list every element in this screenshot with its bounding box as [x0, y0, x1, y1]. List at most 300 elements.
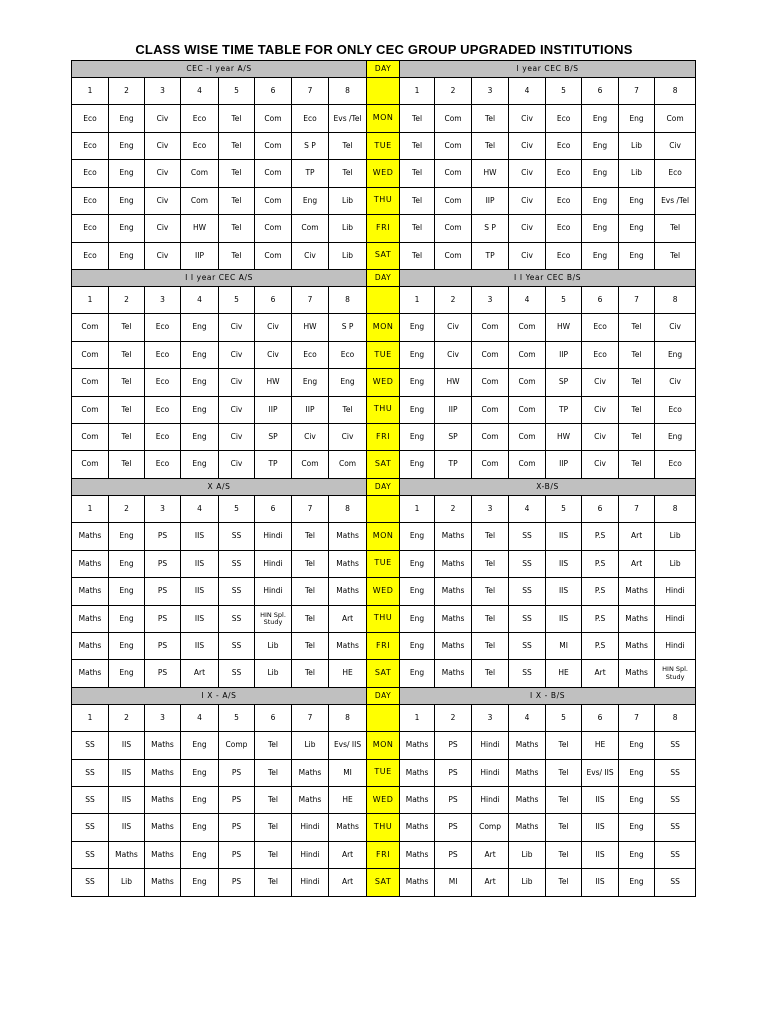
subject-cell: Tel — [255, 787, 292, 814]
period-number: 5 — [546, 704, 582, 731]
subject-cell: Tel — [292, 660, 329, 687]
subject-cell: SS — [509, 523, 546, 550]
subject-cell: Maths — [72, 632, 109, 659]
subject-cell: IIP — [546, 341, 582, 368]
subject-cell: TP — [292, 160, 329, 187]
period-number: 1 — [400, 495, 435, 522]
subject-cell: HW — [472, 160, 509, 187]
period-number-row — [72, 704, 696, 731]
period-number: 5 — [546, 286, 582, 313]
subject-cell: Eng — [181, 369, 219, 396]
subject-cell: IIP — [472, 187, 509, 214]
subject-cell: Hindi — [655, 578, 696, 605]
section-title-left: I X - A/S — [72, 687, 367, 704]
period-number: 6 — [582, 704, 619, 731]
subject-cell: Com — [435, 105, 472, 132]
subject-cell: Civ — [582, 424, 619, 451]
subject-cell: HW — [435, 369, 472, 396]
subject-cell: PS — [219, 814, 255, 841]
subject-cell: Eng — [582, 105, 619, 132]
table-row — [72, 396, 696, 423]
subject-cell: Eco — [655, 160, 696, 187]
subject-cell: Eng — [582, 242, 619, 269]
day-header: DAY — [367, 61, 400, 78]
subject-cell: Civ — [219, 424, 255, 451]
subject-cell: Maths — [435, 550, 472, 577]
subject-cell: Tel — [472, 605, 509, 632]
subject-cell: Evs/ IIS — [582, 759, 619, 786]
subject-cell: Eng — [181, 759, 219, 786]
day-label: SAT — [367, 869, 400, 897]
subject-cell: Civ — [655, 314, 696, 341]
day-label: SAT — [367, 451, 400, 478]
day-label: MON — [367, 105, 400, 132]
subject-cell: Civ — [145, 215, 181, 242]
subject-cell: Com — [72, 396, 109, 423]
subject-cell: SS — [509, 605, 546, 632]
subject-cell: Eng — [655, 341, 696, 368]
subject-cell: Eng — [400, 369, 435, 396]
subject-cell: Maths — [145, 814, 181, 841]
subject-cell: Civ — [292, 424, 329, 451]
subject-cell: Eng — [582, 187, 619, 214]
subject-cell: HE — [329, 660, 367, 687]
subject-cell: Eng — [109, 660, 145, 687]
subject-cell: Maths — [400, 759, 435, 786]
period-number: 4 — [509, 495, 546, 522]
subject-cell: Com — [72, 424, 109, 451]
subject-cell: Art — [582, 660, 619, 687]
subject-cell: IIS — [546, 578, 582, 605]
table-row — [72, 550, 696, 577]
subject-cell: Tel — [400, 242, 435, 269]
day-label: FRI — [367, 632, 400, 659]
period-number: 1 — [72, 78, 109, 105]
period-number: 1 — [400, 78, 435, 105]
subject-cell: SS — [655, 787, 696, 814]
subject-cell: Eco — [145, 369, 181, 396]
period-number: 2 — [109, 704, 145, 731]
subject-cell: Tel — [619, 314, 655, 341]
subject-cell: Evs /Tel — [329, 105, 367, 132]
subject-cell: Tel — [400, 160, 435, 187]
subject-cell: Civ — [292, 242, 329, 269]
subject-cell: Eco — [329, 341, 367, 368]
subject-cell: Maths — [509, 787, 546, 814]
subject-cell: Com — [655, 105, 696, 132]
subject-cell: Eco — [72, 242, 109, 269]
subject-cell: HW — [546, 314, 582, 341]
subject-cell: Com — [255, 132, 292, 159]
subject-cell: Tel — [219, 187, 255, 214]
subject-cell: Eng — [619, 759, 655, 786]
table-row — [72, 451, 696, 478]
subject-cell: Eng — [109, 160, 145, 187]
subject-cell: Civ — [582, 369, 619, 396]
subject-cell: IIS — [109, 814, 145, 841]
period-number: 2 — [109, 78, 145, 105]
table-row — [72, 660, 696, 687]
subject-cell: Maths — [292, 787, 329, 814]
subject-cell: IIP — [292, 396, 329, 423]
subject-cell: Com — [255, 242, 292, 269]
period-number: 8 — [655, 286, 696, 313]
subject-cell: Civ — [582, 451, 619, 478]
day-cell-blank — [367, 78, 400, 105]
period-number: 4 — [181, 78, 219, 105]
subject-cell: Com — [292, 451, 329, 478]
period-number: 3 — [145, 495, 181, 522]
period-number: 8 — [655, 78, 696, 105]
day-label: TUE — [367, 550, 400, 577]
subject-cell: SS — [72, 841, 109, 868]
period-number: 4 — [181, 495, 219, 522]
period-number: 8 — [329, 704, 367, 731]
day-label: THU — [367, 187, 400, 214]
subject-cell: Com — [72, 341, 109, 368]
table-row — [72, 160, 696, 187]
subject-cell: Com — [72, 451, 109, 478]
subject-cell: Evs/ IIS — [329, 732, 367, 759]
subject-cell: IIP — [181, 242, 219, 269]
period-number: 1 — [400, 286, 435, 313]
period-number: 4 — [509, 286, 546, 313]
subject-cell: Eng — [619, 841, 655, 868]
period-number: 3 — [472, 78, 509, 105]
subject-cell: Maths — [329, 578, 367, 605]
subject-cell: P.S — [582, 632, 619, 659]
timetable — [71, 60, 696, 897]
subject-cell: HW — [292, 314, 329, 341]
subject-cell: Eng — [109, 215, 145, 242]
subject-cell: MI — [329, 759, 367, 786]
subject-cell: MI — [546, 632, 582, 659]
period-number: 5 — [219, 704, 255, 731]
subject-cell: Eco — [582, 314, 619, 341]
subject-cell: SS — [219, 578, 255, 605]
subject-cell: S P — [329, 314, 367, 341]
subject-cell: Eng — [292, 187, 329, 214]
subject-cell: Maths — [435, 578, 472, 605]
period-number-row — [72, 286, 696, 313]
subject-cell: PS — [145, 605, 181, 632]
subject-cell: Eng — [109, 242, 145, 269]
day-cell-blank — [367, 286, 400, 313]
subject-cell: Tel — [400, 187, 435, 214]
subject-cell: SS — [219, 605, 255, 632]
period-number: 2 — [435, 286, 472, 313]
subject-cell: SP — [255, 424, 292, 451]
period-number: 3 — [472, 704, 509, 731]
subject-cell: Eng — [109, 605, 145, 632]
subject-cell: Tel — [109, 341, 145, 368]
period-number-row — [72, 78, 696, 105]
day-label: MON — [367, 523, 400, 550]
subject-cell: Eng — [619, 732, 655, 759]
period-number: 6 — [582, 495, 619, 522]
subject-cell: SS — [219, 523, 255, 550]
subject-cell: Eng — [181, 787, 219, 814]
subject-cell: Tel — [472, 132, 509, 159]
subject-cell: IIS — [582, 787, 619, 814]
subject-cell: SS — [655, 841, 696, 868]
subject-cell: Com — [292, 215, 329, 242]
subject-cell: Lib — [619, 132, 655, 159]
section-header-row — [72, 61, 696, 78]
subject-cell: Eng — [181, 314, 219, 341]
subject-cell: Tel — [400, 132, 435, 159]
subject-cell: Tel — [292, 578, 329, 605]
subject-cell: SS — [509, 578, 546, 605]
subject-cell: SS — [655, 759, 696, 786]
subject-cell: Civ — [255, 341, 292, 368]
subject-cell: Civ — [435, 314, 472, 341]
subject-cell: Tel — [292, 550, 329, 577]
subject-cell: Tel — [219, 160, 255, 187]
subject-cell: IIS — [109, 732, 145, 759]
subject-cell: HE — [546, 660, 582, 687]
subject-cell: Eng — [400, 396, 435, 423]
subject-cell: Com — [255, 160, 292, 187]
subject-cell: PS — [145, 550, 181, 577]
subject-cell: Com — [472, 396, 509, 423]
subject-cell: Eco — [72, 160, 109, 187]
subject-cell: Tel — [472, 523, 509, 550]
section-title-right: X-B/S — [400, 478, 696, 495]
subject-cell: Civ — [509, 187, 546, 214]
subject-cell: Eco — [72, 215, 109, 242]
subject-cell: IIS — [181, 523, 219, 550]
day-header: DAY — [367, 269, 400, 286]
subject-cell: PS — [145, 632, 181, 659]
subject-cell: SS — [72, 759, 109, 786]
subject-cell: IIS — [181, 550, 219, 577]
subject-cell: Hindi — [255, 550, 292, 577]
subject-cell: S P — [292, 132, 329, 159]
subject-cell: TP — [472, 242, 509, 269]
subject-cell: Com — [472, 451, 509, 478]
day-header: DAY — [367, 478, 400, 495]
subject-cell: Maths — [72, 550, 109, 577]
subject-cell: Com — [255, 187, 292, 214]
day-label: MON — [367, 732, 400, 759]
day-label: THU — [367, 396, 400, 423]
subject-cell: Eco — [145, 341, 181, 368]
subject-cell: Eco — [582, 341, 619, 368]
table-row — [72, 841, 696, 868]
subject-cell: Comp — [219, 732, 255, 759]
subject-cell: Eng — [619, 787, 655, 814]
subject-cell: Eng — [400, 523, 435, 550]
subject-cell: Tel — [109, 314, 145, 341]
subject-cell: Civ — [509, 105, 546, 132]
subject-cell: PS — [219, 787, 255, 814]
subject-cell: Civ — [145, 160, 181, 187]
day-label: FRI — [367, 215, 400, 242]
subject-cell: Eng — [109, 132, 145, 159]
subject-cell: Tel — [655, 242, 696, 269]
subject-cell: Art — [329, 605, 367, 632]
subject-cell: Eco — [181, 105, 219, 132]
subject-cell: Maths — [400, 787, 435, 814]
subject-cell: Eco — [181, 132, 219, 159]
subject-cell: Eco — [655, 396, 696, 423]
period-number: 1 — [72, 286, 109, 313]
subject-cell: Tel — [255, 841, 292, 868]
day-label: FRI — [367, 841, 400, 868]
subject-cell: PS — [435, 732, 472, 759]
subject-cell: Eco — [145, 396, 181, 423]
subject-cell: Tel — [655, 215, 696, 242]
subject-cell: Lib — [292, 732, 329, 759]
subject-cell: Maths — [72, 605, 109, 632]
subject-cell: IIP — [546, 451, 582, 478]
subject-cell: Eng — [400, 578, 435, 605]
subject-cell: Com — [181, 187, 219, 214]
subject-cell: Civ — [145, 242, 181, 269]
day-label: THU — [367, 814, 400, 841]
section-title-left: X A/S — [72, 478, 367, 495]
day-header: DAY — [367, 687, 400, 704]
subject-cell: Eng — [400, 550, 435, 577]
subject-cell: Tel — [472, 660, 509, 687]
subject-cell: Eng — [619, 105, 655, 132]
subject-cell: Tel — [219, 105, 255, 132]
subject-cell: Tel — [546, 841, 582, 868]
subject-cell: Lib — [655, 523, 696, 550]
subject-cell: Maths — [619, 578, 655, 605]
subject-cell: Maths — [400, 732, 435, 759]
subject-cell: Eng — [109, 187, 145, 214]
subject-cell: Hindi — [472, 759, 509, 786]
subject-cell: Eng — [400, 660, 435, 687]
period-number: 7 — [292, 286, 329, 313]
subject-cell: Tel — [109, 451, 145, 478]
day-label: WED — [367, 578, 400, 605]
table-row — [72, 869, 696, 897]
day-label: WED — [367, 369, 400, 396]
subject-cell: Evs /Tel — [655, 187, 696, 214]
subject-cell: Civ — [219, 369, 255, 396]
table-row — [72, 523, 696, 550]
subject-cell: Art — [329, 869, 367, 897]
subject-cell: Civ — [145, 105, 181, 132]
subject-cell: PS — [145, 578, 181, 605]
subject-cell: IIS — [546, 523, 582, 550]
subject-cell: Lib — [109, 869, 145, 897]
subject-cell: Tel — [472, 578, 509, 605]
table-row — [72, 787, 696, 814]
subject-cell: TP — [435, 451, 472, 478]
subject-cell: Tel — [546, 869, 582, 897]
subject-cell: IIS — [181, 632, 219, 659]
subject-cell: Civ — [255, 314, 292, 341]
subject-cell: IIS — [546, 605, 582, 632]
subject-cell: IIS — [582, 841, 619, 868]
subject-cell: Tel — [109, 369, 145, 396]
subject-cell: Civ — [509, 215, 546, 242]
subject-cell: Com — [329, 451, 367, 478]
period-number: 5 — [546, 78, 582, 105]
subject-cell: Tel — [255, 759, 292, 786]
subject-cell: SP — [435, 424, 472, 451]
subject-cell: Lib — [509, 841, 546, 868]
subject-cell: Tel — [472, 105, 509, 132]
subject-cell: Maths — [435, 632, 472, 659]
subject-cell: Eco — [292, 105, 329, 132]
subject-cell: PS — [219, 841, 255, 868]
subject-cell: Art — [181, 660, 219, 687]
period-number: 4 — [509, 78, 546, 105]
period-number: 3 — [145, 286, 181, 313]
subject-cell: IIS — [109, 759, 145, 786]
subject-cell: Eng — [181, 869, 219, 897]
period-number: 1 — [72, 704, 109, 731]
table-row — [72, 424, 696, 451]
subject-cell: Civ — [219, 314, 255, 341]
day-label: WED — [367, 160, 400, 187]
subject-cell: Eco — [292, 341, 329, 368]
subject-cell: Tel — [255, 869, 292, 897]
subject-cell: Hindi — [655, 632, 696, 659]
subject-cell: Maths — [72, 578, 109, 605]
subject-cell: Maths — [145, 841, 181, 868]
subject-cell: Eng — [619, 242, 655, 269]
period-number: 2 — [435, 78, 472, 105]
subject-cell: Lib — [509, 869, 546, 897]
period-number: 8 — [329, 286, 367, 313]
subject-cell: TP — [546, 396, 582, 423]
subject-cell: Tel — [546, 787, 582, 814]
subject-cell: Civ — [219, 341, 255, 368]
subject-cell: Art — [472, 869, 509, 897]
section-header-row — [72, 269, 696, 286]
subject-cell: PS — [435, 759, 472, 786]
subject-cell: Tel — [546, 759, 582, 786]
subject-cell: Eng — [582, 160, 619, 187]
subject-cell: Lib — [655, 550, 696, 577]
subject-cell: Eng — [619, 814, 655, 841]
subject-cell: Eco — [145, 424, 181, 451]
subject-cell: Maths — [72, 660, 109, 687]
subject-cell: Com — [435, 242, 472, 269]
subject-cell: Tel — [329, 396, 367, 423]
subject-cell: Eng — [400, 632, 435, 659]
subject-cell: Com — [435, 160, 472, 187]
subject-cell: PS — [435, 814, 472, 841]
subject-cell: Eng — [292, 369, 329, 396]
subject-cell: Com — [509, 369, 546, 396]
subject-cell: Tel — [255, 814, 292, 841]
subject-cell: Civ — [509, 160, 546, 187]
subject-cell: Hindi — [255, 523, 292, 550]
subject-cell: IIS — [181, 578, 219, 605]
subject-cell: Com — [472, 369, 509, 396]
subject-cell: Com — [509, 424, 546, 451]
subject-cell: PS — [435, 787, 472, 814]
period-number-row — [72, 495, 696, 522]
subject-cell: Civ — [655, 132, 696, 159]
period-number: 5 — [546, 495, 582, 522]
subject-cell: Maths — [435, 523, 472, 550]
section-title-right: I I Year CEC B/S — [400, 269, 696, 286]
table-row — [72, 369, 696, 396]
page-title: CLASS WISE TIME TABLE FOR ONLY CEC GROUP UPGRADED INSTITUTIONS — [135, 42, 633, 57]
subject-cell: Tel — [109, 424, 145, 451]
subject-cell: Civ — [219, 451, 255, 478]
subject-cell: Civ — [509, 242, 546, 269]
day-cell-blank — [367, 704, 400, 731]
